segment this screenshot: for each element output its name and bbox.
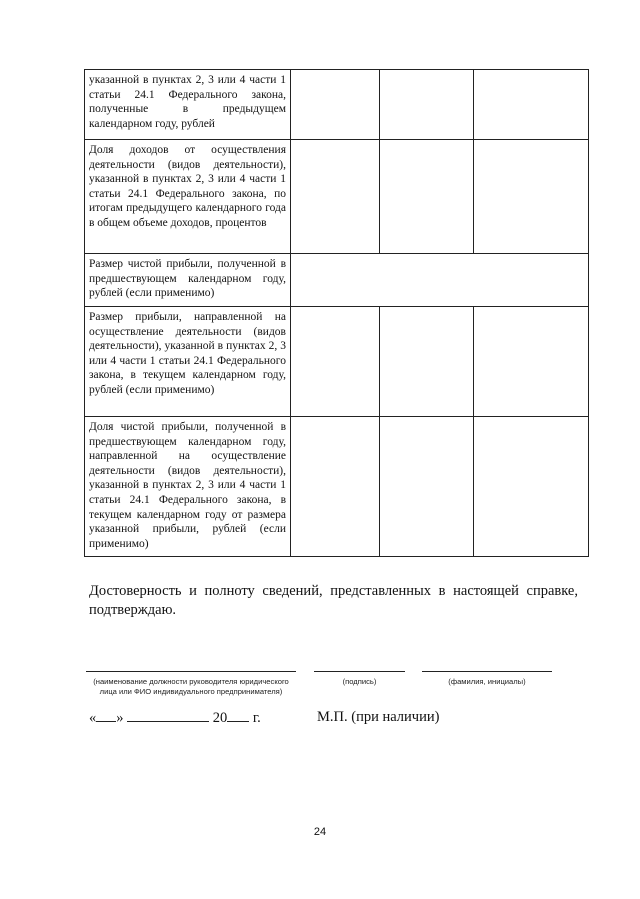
name-line bbox=[422, 671, 552, 672]
confirmation-statement: Достоверность и полноту сведений, представленных в настоящей справке, подтверждаю. bbox=[89, 583, 578, 618]
close-quote: » bbox=[116, 710, 124, 726]
merged-value-cell bbox=[291, 254, 589, 307]
row-label: Размер чистой прибыли, полученной в предшествующем календарном году, рублей (если применимо) bbox=[85, 254, 291, 307]
table-row bbox=[85, 417, 589, 557]
signature-line bbox=[314, 671, 405, 672]
value-cell bbox=[380, 70, 474, 140]
value-cell bbox=[380, 307, 474, 417]
year-suffix: г. bbox=[252, 710, 261, 726]
table-row bbox=[85, 140, 589, 254]
value-cell bbox=[474, 70, 589, 140]
value-cell bbox=[291, 417, 380, 557]
value-cell bbox=[474, 307, 589, 417]
row-label: Доля доходов от осуществления деятельности (видов деятельности), указанной в пунктах 2, 3 или 4 части 1 статьи 24.1 Федерального закона, по итогам предыдущего календарного года в общем объеме доходов, процентов bbox=[85, 140, 291, 254]
year-prefix: 20 bbox=[212, 710, 228, 726]
stamp-place: М.П. (при наличии) bbox=[317, 709, 440, 725]
open-quote: « bbox=[89, 710, 97, 726]
table-row bbox=[85, 307, 589, 417]
day-blank bbox=[96, 707, 116, 722]
position-line bbox=[86, 671, 296, 672]
value-cell bbox=[291, 307, 380, 417]
value-cell bbox=[474, 140, 589, 254]
page-number: 24 bbox=[313, 826, 327, 838]
table-row bbox=[85, 70, 589, 140]
year-blank bbox=[227, 707, 249, 722]
table-row bbox=[85, 254, 589, 307]
form-table bbox=[84, 69, 589, 557]
month-blank bbox=[127, 707, 209, 722]
value-cell bbox=[291, 140, 380, 254]
value-cell bbox=[380, 140, 474, 254]
row-label: указанной в пунктах 2, 3 или 4 части 1 статьи 24.1 Федерального закона, полученные в предыдущем календарном году, рублей bbox=[85, 70, 291, 140]
value-cell bbox=[474, 417, 589, 557]
value-cell bbox=[380, 417, 474, 557]
signature-caption: (подпись) bbox=[342, 677, 377, 686]
row-label: Размер прибыли, направленной на осуществление деятельности (видов деятельности), указанной в пунктах 2, 3 или 4 части 1 статьи 24.1 Федерального закона, в текущем календарном году, рублей (если применимо) bbox=[85, 307, 291, 417]
row-label: Доля чистой прибыли, полученной в предшествующем календарном году, направленной на осуществление деятельности (видов деятельности), указанной в пунктах 2, 3 или 4 части 1 статьи 24.1 Федерального закона, в текущем календарном году от размера указанной прибыли, рублей (если применимо) bbox=[85, 417, 291, 557]
date-line bbox=[89, 707, 261, 728]
position-caption: (наименование должности руководителя юридического лица или ФИО индивидуального предпринимателя) bbox=[93, 677, 289, 696]
value-cell bbox=[291, 70, 380, 140]
name-caption: (фамилия, инициалы) bbox=[448, 677, 526, 686]
